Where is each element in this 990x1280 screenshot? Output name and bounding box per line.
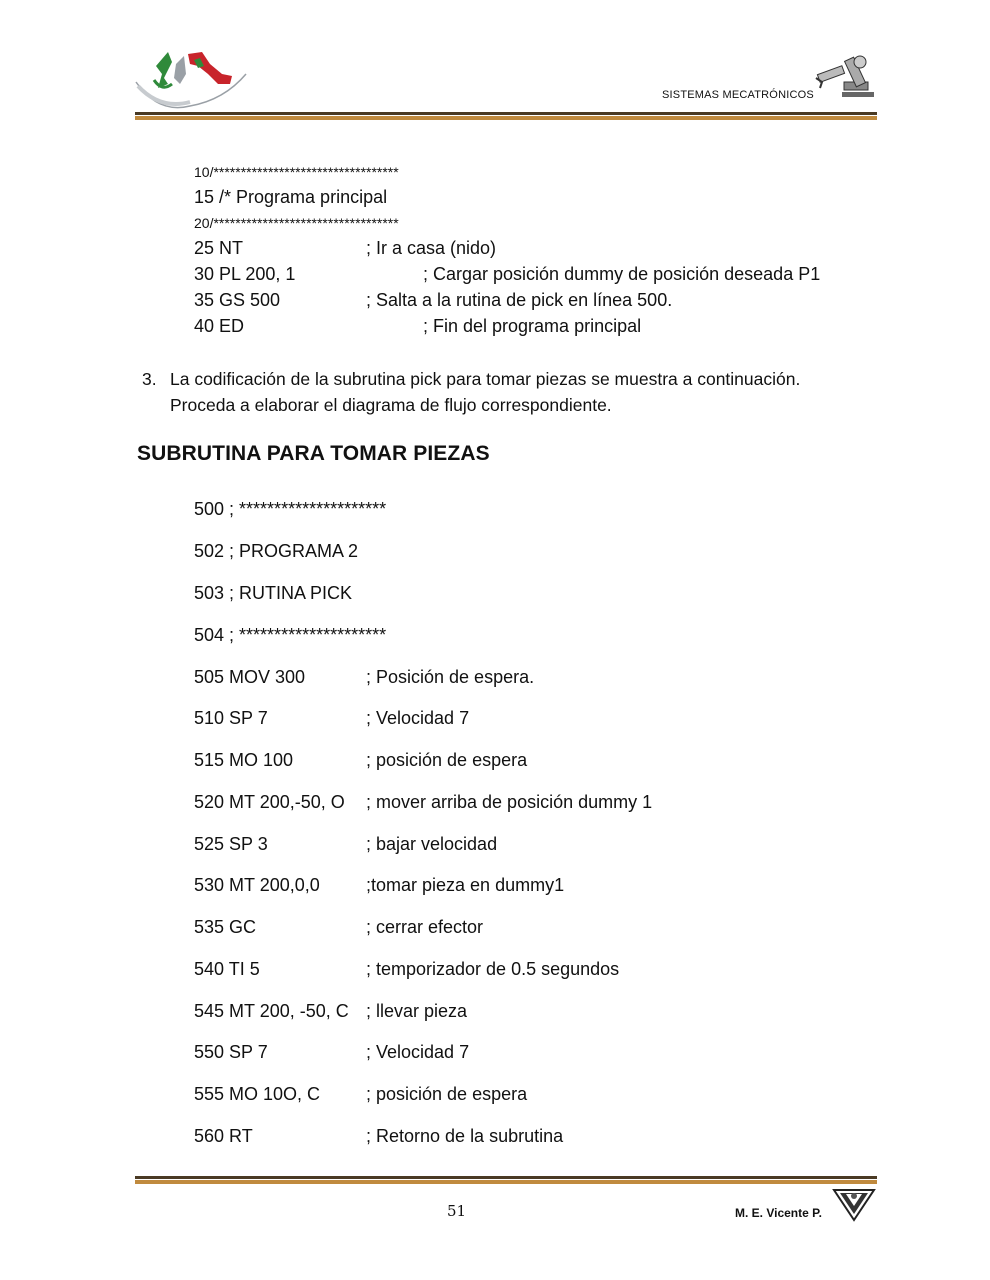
code-line: 504 ; ********************* [194,625,387,645]
code-line: 502 ; PROGRAMA 2 [194,541,359,561]
code-line: 15 /* Programa principal [194,187,388,207]
code-comment: ; posición de espera [366,1084,528,1104]
author-name: M. E. Vicente P. [735,1206,822,1220]
list-number: 3. [142,369,157,389]
code-comment: ; Posición de espera. [366,667,535,687]
code-line: 525 SP 3 [194,834,268,854]
code-comment: ; llevar pieza [366,1001,468,1021]
code-comment: ; Velocidad 7 [366,1042,470,1062]
paragraph-line: Proceda a elaborar el diagrama de flujo correspondiente. [170,395,612,415]
code-line: 535 GC [194,917,257,937]
triangle-logo-icon [832,1186,876,1222]
code-line: 545 MT 200, -50, C [194,1001,349,1021]
code-line: 520 MT 200,-50, O [194,792,345,812]
header-divider [135,112,877,120]
code-line: 30 PL 200, 1 [194,264,296,284]
code-line: 25 NT [194,238,244,258]
code-comment: ; Fin del programa principal [423,316,642,336]
code-line: 515 MO 100 [194,750,294,770]
page-number: 51 [447,1202,467,1220]
code-line: 503 ; RUTINA PICK [194,583,353,603]
code-comment: ; mover arriba de posición dummy 1 [366,792,653,812]
code-line: 35 GS 500 [194,290,281,310]
code-comment: ;tomar pieza en dummy1 [366,875,565,895]
code-line: 555 MO 10O, C [194,1084,321,1104]
code-line: 40 ED [194,316,245,336]
code-line: 540 TI 5 [194,959,260,979]
section-heading: SUBRUTINA PARA TOMAR PIEZAS [137,442,490,465]
code-line: 530 MT 200,0,0 [194,875,320,895]
code-comment: ; posición de espera [366,750,528,770]
paragraph-line: La codificación de la subrutina pick para tomar piezas se muestra a continuación. [170,369,801,389]
institution-logo [128,44,252,114]
robot-arm-icon [814,52,878,102]
code-comment: ; Ir a casa (nido) [366,238,497,258]
code-line: 500 ; ********************* [194,499,387,519]
code-line: 550 SP 7 [194,1042,268,1062]
code-comment: ; cerrar efector [366,917,484,937]
code-comment: ; Cargar posición dummy de posición deseada P1 [423,264,821,284]
code-comment: ; bajar velocidad [366,834,498,854]
code-comment: ; Retorno de la subrutina [366,1126,564,1146]
code-comment: ; temporizador de 0.5 segundos [366,959,620,979]
code-line: 510 SP 7 [194,708,268,728]
code-line: 10/********************************** [194,164,399,180]
footer-divider [135,1176,877,1184]
code-comment: ; Velocidad 7 [366,708,470,728]
header-title: SISTEMAS MECATRÓNICOS [662,89,814,101]
code-line: 20/********************************** [194,215,399,231]
code-line: 505 MOV 300 [194,667,306,687]
code-comment: ; Salta a la rutina de pick en línea 500. [366,290,673,310]
code-line: 560 RT [194,1126,253,1146]
